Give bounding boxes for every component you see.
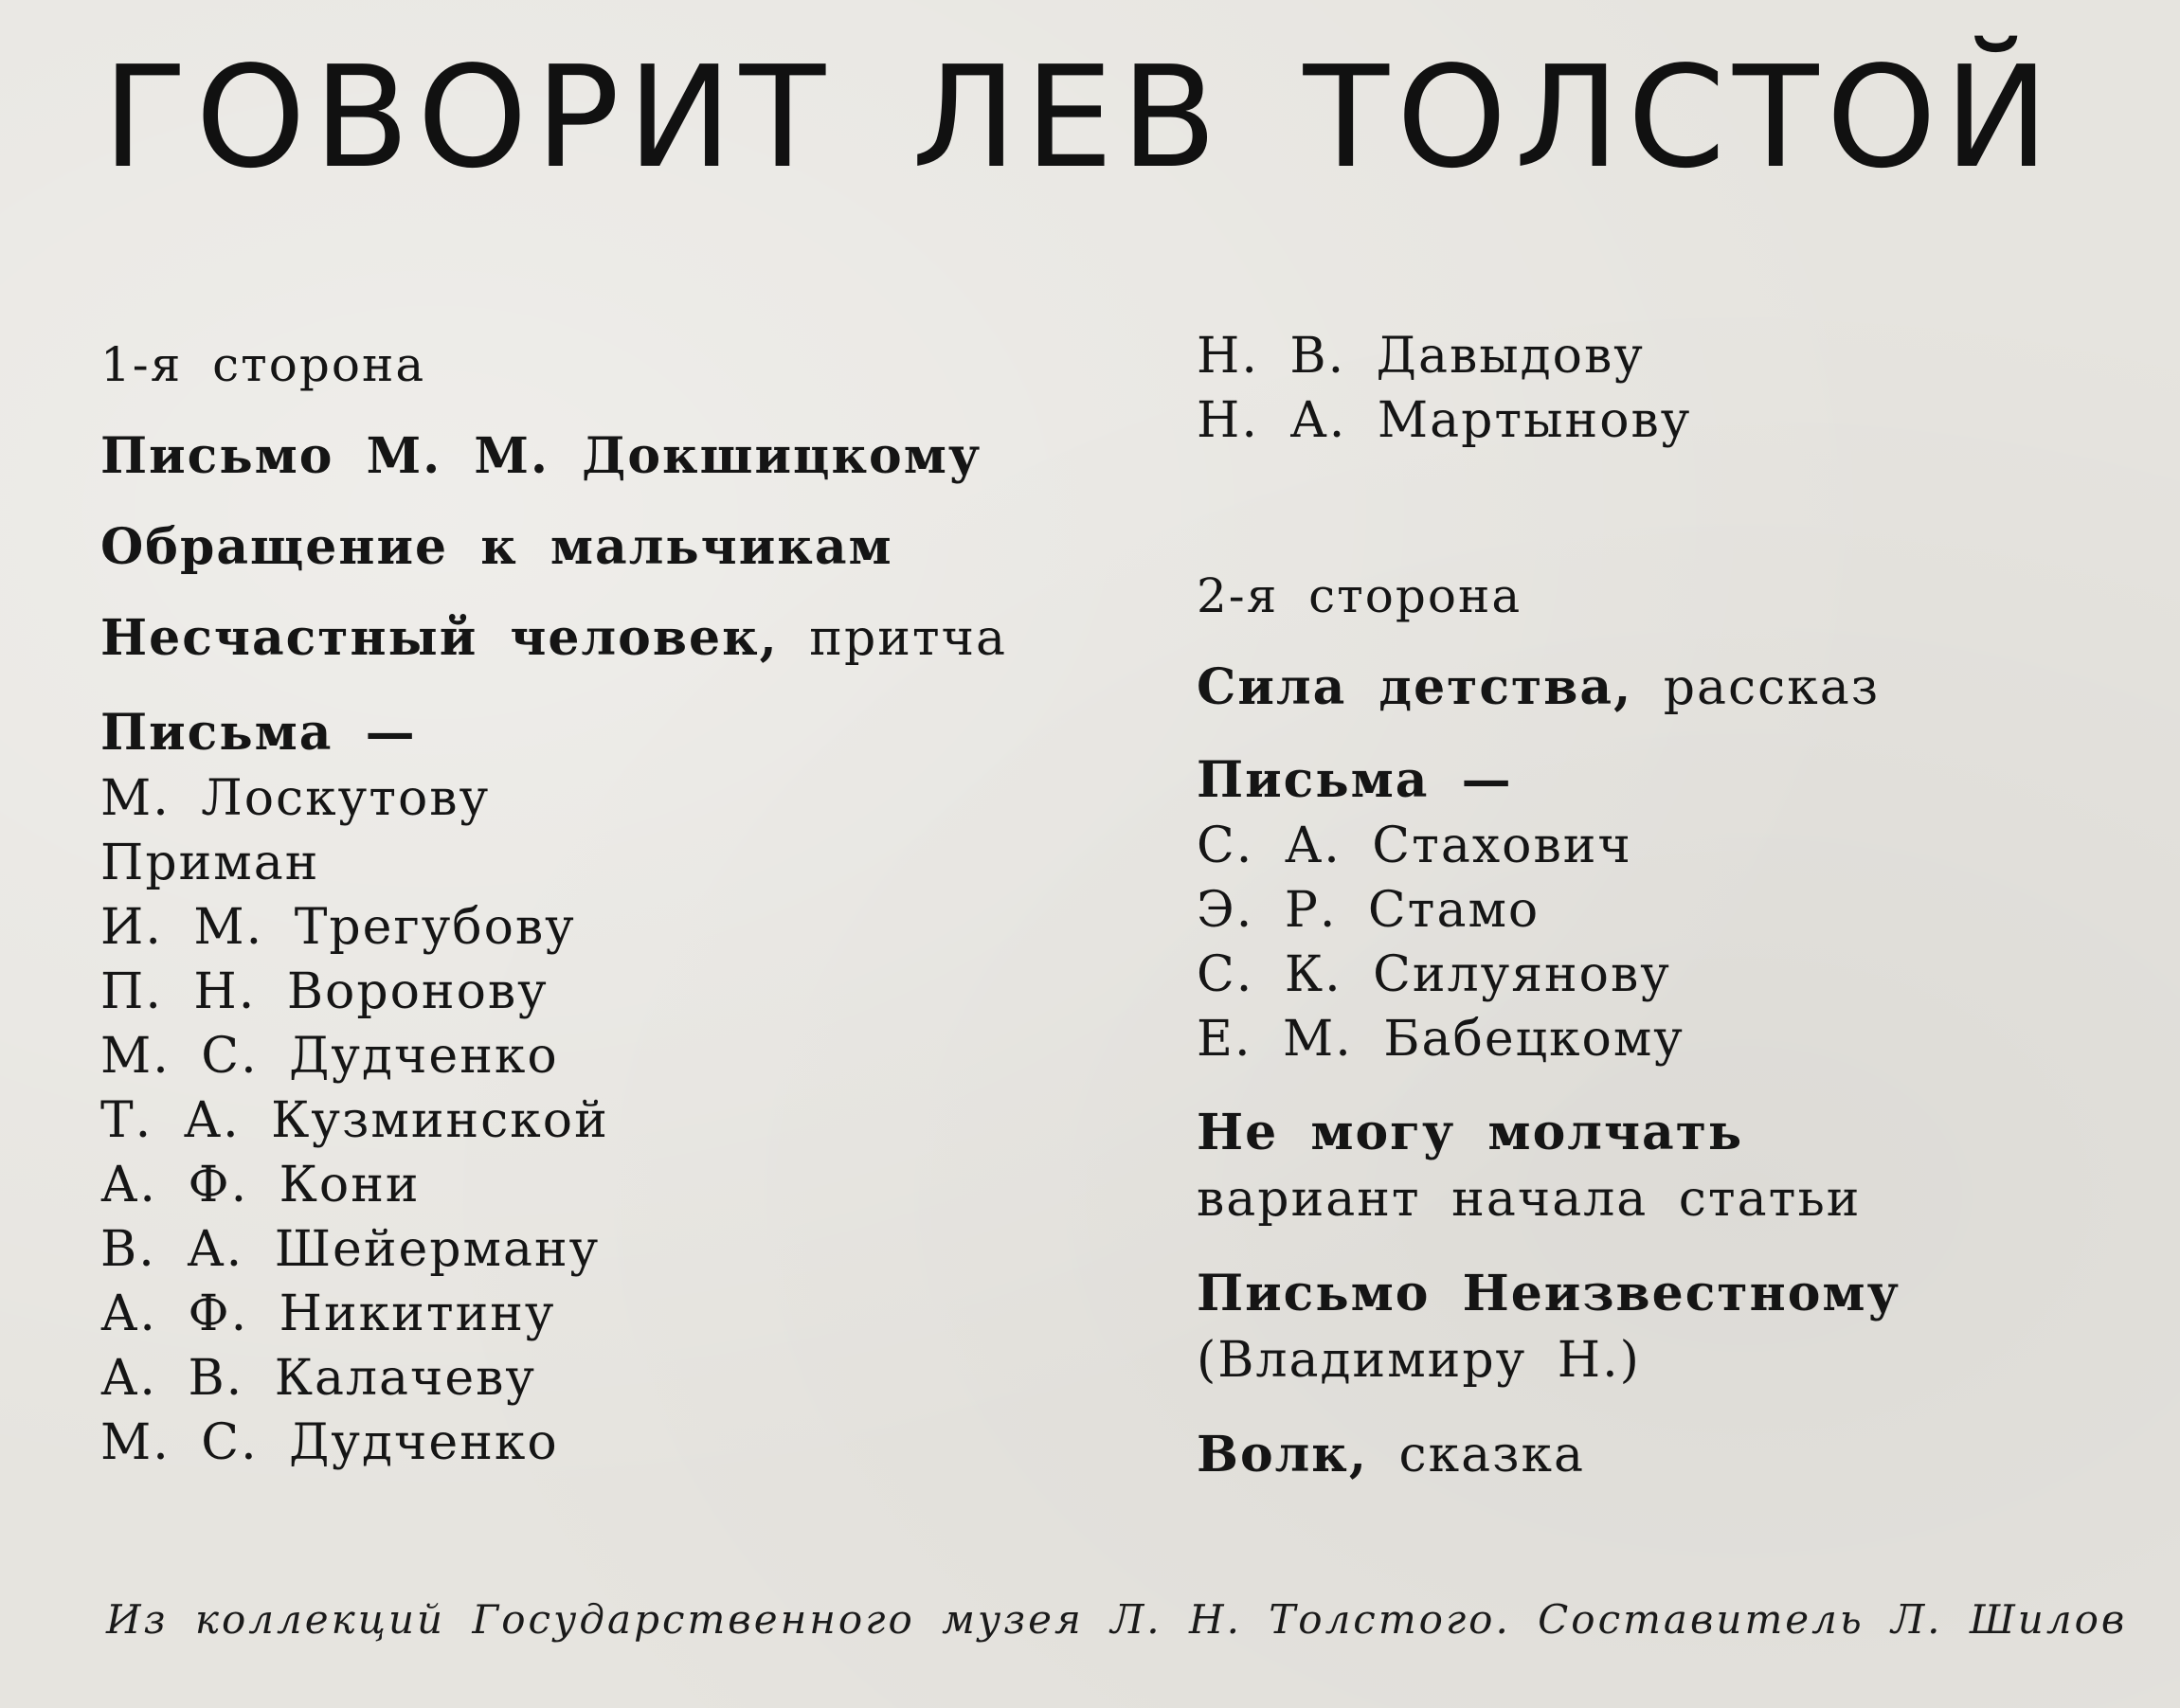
- work-title: Сила детства,: [1197, 658, 1633, 716]
- work-title: Обращение к мальчикам: [100, 518, 893, 576]
- list-item: А. В. Калачеву: [100, 1350, 537, 1407]
- list-item: М. Лоскутову: [100, 770, 491, 827]
- list-item: Н. В. Давыдову: [1197, 328, 1645, 385]
- work-title: Письмо М. М. Докшицкому: [100, 427, 982, 485]
- list-item: П. Н. Воронову: [100, 963, 549, 1020]
- work-entry: [1197, 1426, 1585, 1483]
- work-title: Несчастный человек,: [100, 609, 779, 667]
- page-title: ГОВОРИТ ЛЕВ ТОЛСТОЙ: [102, 36, 2057, 199]
- work-genre: рассказ: [1663, 659, 1881, 716]
- list-item: И. М. Трегубову: [100, 899, 576, 956]
- list-item: М. С. Дудченко: [100, 1414, 559, 1471]
- list-item: В. А. Шейерману: [100, 1221, 601, 1278]
- work-note: вариант начала статьи: [1197, 1171, 1862, 1228]
- list-item: С. К. Силуянову: [1197, 946, 1671, 1003]
- list-item: Н. А. Мартынову: [1197, 392, 1692, 449]
- list-item: Т. А. Кузминской: [100, 1092, 609, 1149]
- work-genre: притча: [809, 610, 1008, 667]
- work-title: Письмо Неизвестному: [1197, 1265, 1901, 1322]
- work-title: Волк,: [1197, 1426, 1368, 1483]
- letters-heading: Письма —: [1197, 751, 1513, 809]
- work-note: (Владимиру Н.): [1197, 1332, 1641, 1389]
- side-two-label: 2-я сторона: [1197, 568, 1522, 623]
- letters-heading: Письма —: [100, 704, 417, 762]
- list-item: Е. М. Бабецкому: [1197, 1011, 1685, 1068]
- credits-footer: Из коллекций Государственного музея Л. Н. Толстого. Составитель Л. Шилов: [106, 1596, 2128, 1643]
- list-item: Приман: [100, 835, 320, 891]
- work-entry: [1197, 658, 1881, 716]
- work-title: Не могу молчать: [1197, 1104, 1744, 1161]
- work-entry: [100, 609, 1008, 667]
- list-item: А. Ф. Никитину: [100, 1285, 556, 1342]
- list-item: М. С. Дудченко: [100, 1028, 559, 1085]
- list-item: С. А. Стахович: [1197, 818, 1632, 874]
- list-item: Э. Р. Стамо: [1197, 882, 1540, 939]
- list-item: А. Ф. Кони: [100, 1157, 421, 1214]
- work-genre: сказка: [1398, 1427, 1585, 1483]
- side-one-label: 1-я сторона: [100, 337, 426, 392]
